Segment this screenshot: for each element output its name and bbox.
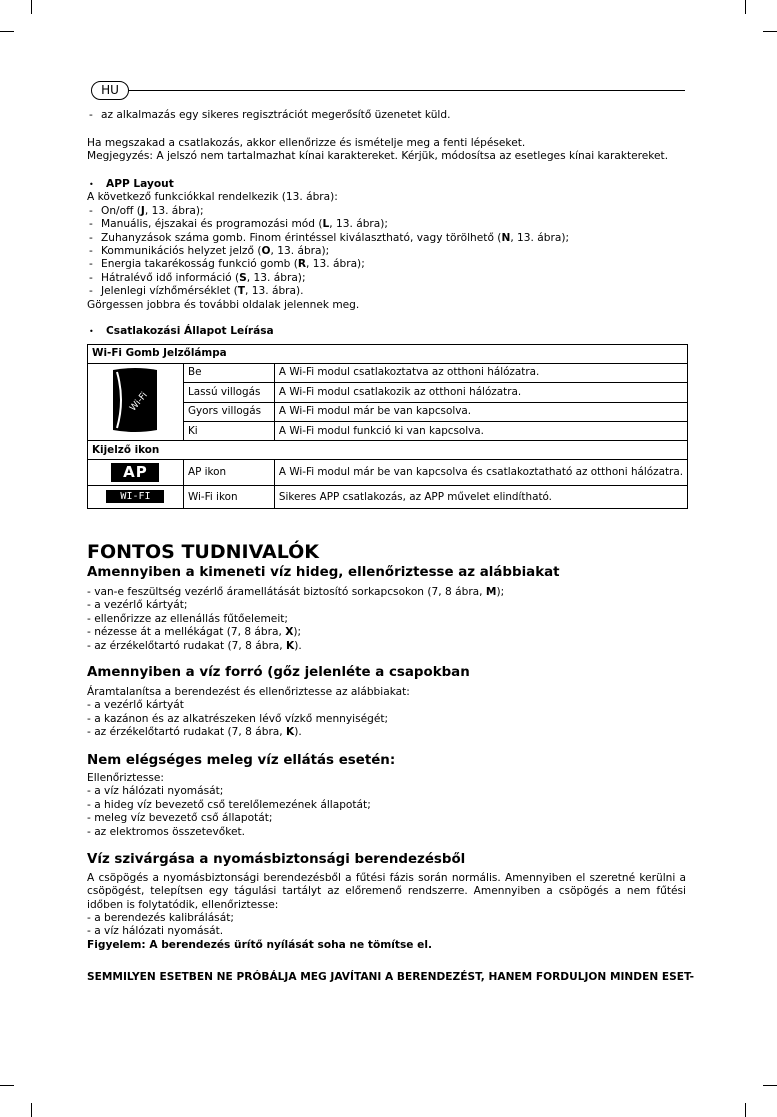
list-item-text: , 13. ábra); [270,244,330,257]
section-list [87,586,689,653]
list-item-text: ); [293,626,302,639]
list-item-text: Jelenlegi vízhőmérséklet ( [101,285,238,298]
list-item [87,626,689,639]
list-item [87,699,689,712]
list-item: - a berendezés kalibrálását; [87,912,234,924]
status-table [87,344,688,509]
section-list [87,686,689,740]
wifi-desc: A Wi-Fi modul funkció ki van kapcsolva. [274,422,687,441]
crop-mark [0,31,14,32]
list-item-text: - ellenőrizze az ellenállás fűtőelemeit; [87,612,288,625]
wifi-state: Be [183,364,274,383]
list-item-text: - van-e feszültség vezérlő áramellátását biztosító sorkapcsokon (7, 8 ábra, [87,586,486,598]
list-item-ref: O [261,244,271,257]
list-item-text: - a vezérlő kártyát; [87,599,188,612]
bullet: - [89,218,93,231]
crop-mark [31,1103,32,1117]
list-item [87,205,689,218]
list-item: - a víz hálózati nyomását. [87,925,224,938]
wifi-button-cell [88,364,184,441]
warning-text: Figyelem: A berendezés ürítő nyílását soha ne tömítse el. [87,939,433,951]
list-item-text: , 13. ábra). [245,285,304,298]
list-item-ref: R [297,258,307,271]
crop-mark [763,1085,777,1086]
list-item-ref: N [501,231,511,244]
wifi-state: Gyors villogás [183,402,274,421]
list-item: - a víz hálózati nyomását; [87,785,224,798]
table-row [88,460,688,486]
bullet: - [89,285,93,298]
list-item [87,232,689,245]
list-item-ref: M [485,586,497,598]
list-item-text: Manuális, éjszakai és programozási mód ( [101,218,323,231]
paragraph: Megjegyzés: A jelszó nem tartalmazhat kínai karaktereket. Kérjük, módosítsa az esetleges kínai karaktereket. [87,150,669,163]
ap-label: AP ikon [183,460,274,486]
section-list [87,772,689,839]
section-heading: Víz szivárgása a nyomásbiztonsági berendezésből [87,852,466,867]
status-section-heading: • Csatlakozási Állapot Leírása [89,325,274,337]
list-item-ref: S [239,271,247,284]
list-item [87,285,689,298]
paragraph: Ha megszakad a csatlakozás, akkor ellenőrizze és ismételje meg a fenti lépéseket. [87,137,526,149]
section-list [87,912,689,939]
list-item-text: ); [496,586,505,598]
crop-mark [745,1103,746,1117]
list-item-text: Zuhanyzások száma gomb. Finom érintéssel kiválasztható, vagy törölhető ( [101,231,502,244]
list-item [87,586,689,599]
list-item-text: ). [294,639,302,652]
list-item-text: , 13. ábra); [510,231,570,244]
wifi-button-label: Wi-Fi [128,390,151,414]
list-item-text: On/off ( [101,204,141,217]
app-layout-heading: • APP Layout [89,178,174,190]
list-item-ref: L [322,218,330,231]
list-item-ref: K [286,639,295,652]
list-item-text: - a vezérlő kártyát [87,699,184,712]
final-notice [87,971,695,984]
wifi-desc: A Wi-Fi modul már be van kapcsolva. [274,402,687,421]
table-row [88,364,688,383]
bullet: - [89,204,93,217]
wifi-desc: Sikeres APP csatlakozás, az APP művelet elindítható. [274,486,687,509]
intro-line: - az alkalmazás egy sikeres regisztrációt megerősítő üzenetet küld. [89,109,451,121]
wifi-desc: A Wi-Fi modul csatlakoztatva az otthoni hálózatra. [274,364,687,383]
app-layout-section [87,178,689,312]
header-rule [129,90,685,91]
ap-icon: AP [111,463,159,482]
list-item-text: - az érzékelőtartó rudakat (7, 8 ábra, [87,726,287,739]
wifi-label: Wi-Fi ikon [183,486,274,509]
table-row [88,441,688,460]
bullet: - [89,258,93,271]
list-item [87,713,689,726]
list-item-text: ). [294,726,302,739]
table-row [88,345,688,364]
intro-paragraphs [87,137,689,164]
list-item-text: , 13. ábra); [144,204,204,217]
list-item [87,599,689,612]
wifi-display-icon: WI-FI [106,490,164,503]
list-item-text: - a kazánon és az alkatrészeken lévő vízkő mennyiségét; [87,712,389,725]
list-item: - a hideg víz bevezető cső terelőlemezének állapotát; [87,798,371,811]
final-notice-text: SEMMILYEN ESETBEN NE PRÓBÁLJA MEG JAVÍTANI A BERENDEZÉST, HANEM FORDULJON MINDEN ESET- [87,971,695,983]
list-item-ref: X [285,626,294,639]
list-item-text: - az érzékelőtartó rudakat (7, 8 ábra, [87,639,287,652]
wifi-state: Ki [183,422,274,441]
app-layout-lead: A következő funkciókkal rendelkezik (13. ábra): [87,191,338,204]
list-item-text: Áramtalanítsa a berendezést és ellenőriztesse az alábbiakat: [87,686,410,698]
list-item: - az elektromos összetevőket. [87,825,245,838]
list-item-text: - nézesse át a mellékágat (7, 8 ábra, [87,626,286,639]
crop-mark [763,31,777,32]
table-row [88,486,688,509]
language-badge: HU [91,81,129,100]
section-heading: Nem elégséges meleg víz ellátás esetén: [87,753,396,768]
app-layout-tail: Görgessen jobbra és további oldalak jelennek meg. [87,298,360,311]
crop-mark [745,0,746,14]
intro-line-text: az alkalmazás egy sikeres regisztrációt megerősítő üzenetet küld. [101,109,451,121]
list-item-ref: K [286,726,295,739]
list-item [87,218,689,231]
list-item [87,640,689,653]
wifi-header: Wi-Fi Gomb Jelzőlámpa [88,345,688,364]
ap-icon-cell [88,460,184,486]
display-header: Kijelző ikon [88,441,688,460]
ap-desc: A Wi-Fi modul már be van kapcsolva és csatlakoztatható az otthoni hálózatra. [274,460,687,486]
list-item-text: , 13. ábra); [306,258,365,271]
app-layout-title: APP Layout [106,178,174,190]
wifi-desc: A Wi-Fi modul csatlakozik az otthoni hálózatra. [274,383,687,402]
bullet: - [89,244,93,257]
intro [87,109,689,122]
warning [87,939,689,952]
crop-mark [31,0,32,14]
list-item-text: Kommunikációs helyzet jelző ( [101,244,262,257]
important-title: FONTOS TUDNIVALÓK [87,541,319,563]
list-item-text: , 13. ábra); [246,271,306,284]
status-title: Csatlakozási Állapot Leírása [106,325,274,337]
list-item: Ellenőriztesse: [87,772,164,784]
wifi-icon-cell [88,486,184,509]
list-item [87,258,689,271]
wifi-button-icon [105,364,165,436]
app-layout-list [87,205,689,299]
list-item-ref: J [140,204,145,217]
list-item-text: Hátralévő idő információ ( [101,271,240,284]
list-item-ref: T [237,285,245,298]
list-item: - meleg víz bevezető cső állapotát; [87,812,273,825]
list-item [87,686,689,699]
list-item [87,272,689,285]
bullet: - [89,271,93,284]
bullet: - [89,231,93,244]
crop-mark [0,1085,14,1086]
wifi-state: Lassú villogás [183,383,274,402]
section-heading: Amennyiben a kimeneti víz hideg, ellenőriztesse az alábbiakat [87,565,560,580]
list-item [87,245,689,258]
list-item [87,726,689,739]
leak-paragraph: A csöpögés a nyomásbiztonsági berendezésből a fűtési fázis során normális. Amennyiben el szeretné kerülni a csöpögést, telepítsen egy tágulási tartályt az előremenő rendszerre. Amennyiben a csöpögés a nem fűtési időben is folytatódik, ellenőriztesse: [87,872,686,911]
list-item-text: Energia takarékosság funkció gomb ( [101,258,298,271]
section-heading: Amennyiben a víz forró (gőz jelenléte a csapokban [87,665,470,680]
list-item [87,613,689,626]
list-item-text: , 13. ábra); [329,218,388,231]
